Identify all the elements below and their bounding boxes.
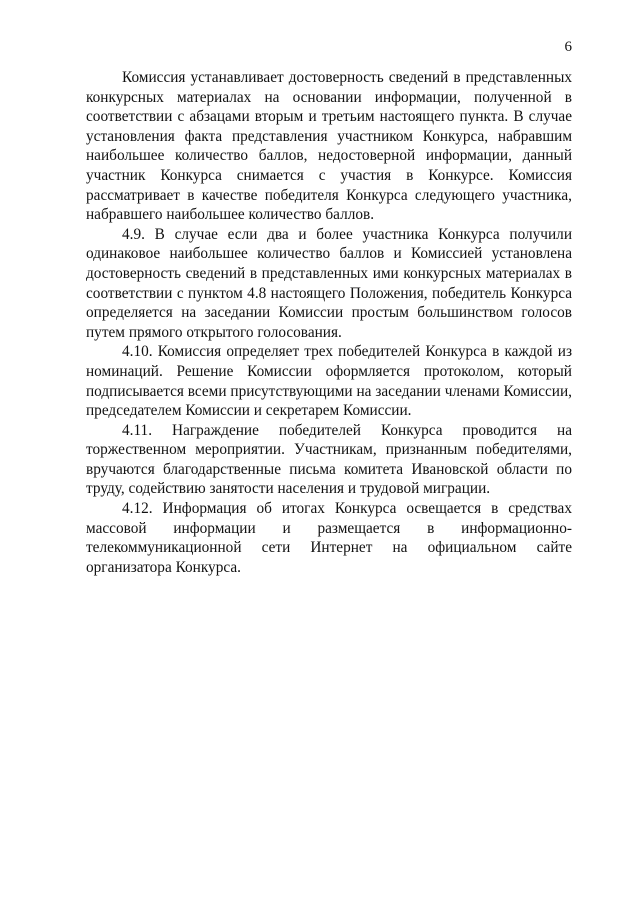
paragraph-4-10: 4.10. Комиссия определяет трех победителей Конкурса в каждой из номинаций. Решение Комиссии оформляется протоколом, который подписывается всеми присутствующими на заседании членами Комиссии, председателем Комиссии и секретарем Комиссии. bbox=[86, 343, 572, 420]
page-number: 6 bbox=[564, 39, 572, 55]
document-body bbox=[86, 68, 572, 577]
paragraph-4-9: 4.9. В случае если два и более участника Конкурса получили одинаковое наибольшее количество баллов и Комиссией установлена достоверность сведений в представленных ими конкурсных материалах в соответствии с пунктом 4.8 настоящего Положения, победитель Конкурса определяется на заседании Комиссии простым большинством голосов путем прямого открытого голосования. bbox=[86, 225, 572, 341]
paragraph-4-12: 4.12. Информация об итогах Конкурса освещается в средствах массовой информации и размещается в информационно-телекоммуникационной сети Интернет на официальном сайте организатора Конкурса. bbox=[86, 500, 572, 576]
paragraph-4-11: 4.11. Награждение победителей Конкурса проводится на торжественном мероприятии. Участникам, признанным победителями, вручаются благодарственные письма комитета Ивановской области по труду, содействию занятости населения и трудовой миграции. bbox=[86, 421, 572, 498]
paragraph-verification: Комиссия устанавливает достоверность сведений в представленных конкурсных материалах на основании информации, полученной в соответствии с абзацами вторым и третьим настоящего пункта. В случае установления факта представления участником Конкурса, набравшим наибольшее количество баллов, недостоверной информации, данный участник Конкурса снимается с участия в Конкурсе. Комиссия рассматривает в качестве победителя Конкурса следующего участника, набравшего наибольшее количество баллов. bbox=[86, 69, 572, 224]
